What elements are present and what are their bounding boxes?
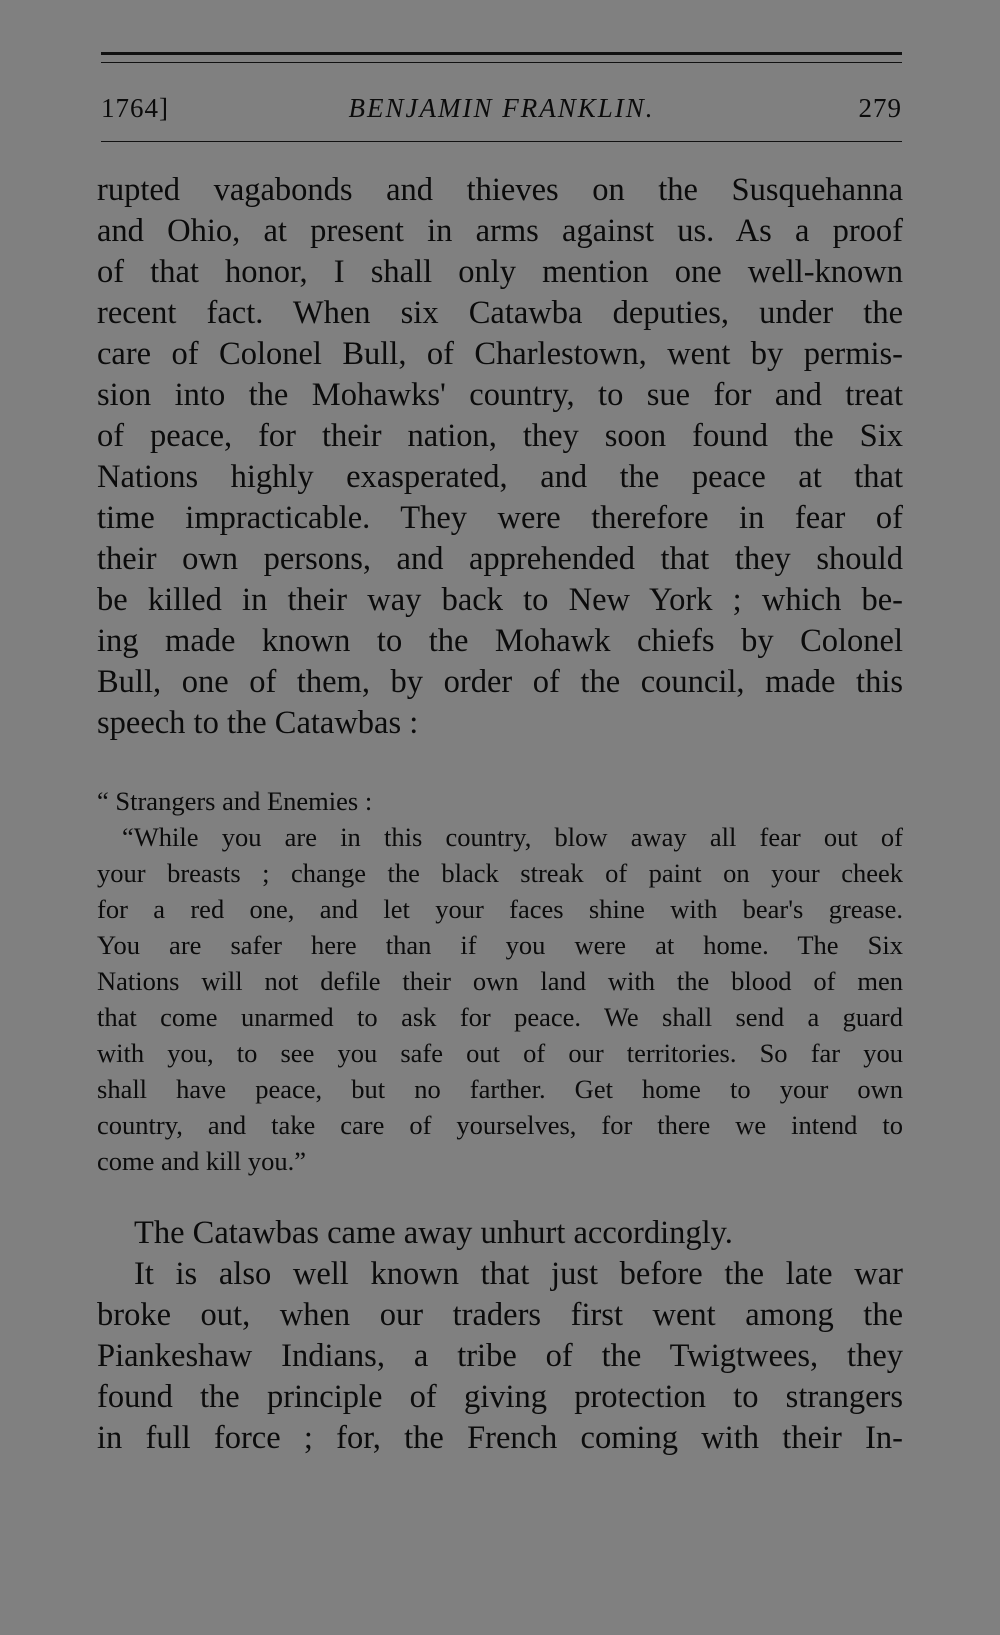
top-rule-thin (101, 62, 902, 63)
quote-line: “While you are in this country, blow away all fear out of (122, 822, 903, 852)
running-header (101, 88, 902, 128)
text-line: It is also well known that just before the late war (134, 1256, 903, 1292)
text-line: Nations highly exasperated, and the peace at that (97, 459, 903, 495)
text-line: and Ohio, at present in arms against us. As a proof (97, 213, 903, 249)
text-line: sion into the Mohawks' country, to sue for and treat (97, 377, 903, 413)
quote-line: country, and take care of yourselves, for there we intend to (97, 1110, 903, 1140)
text-line: of peace, for their nation, they soon found the Six (97, 418, 903, 454)
header-year: 1764] (101, 93, 169, 123)
quote-salutation: “ Strangers and Enemies : (97, 786, 373, 816)
page-number: 279 (858, 93, 902, 123)
quote-line: shall have peace, but no farther. Get home to your own (97, 1074, 903, 1104)
quote-line: come and kill you.” (97, 1146, 306, 1176)
text-line: recent fact. When six Catawba deputies, under the (97, 295, 903, 331)
quote-line: for a red one, and let your faces shine with bear's grease. (97, 894, 903, 924)
quote-line: Nations will not defile their own land with the blood of men (97, 966, 903, 996)
text-line: time impracticable. They were therefore in fear of (97, 500, 903, 536)
quote-line: with you, to see you safe out of our territories. So far you (97, 1038, 903, 1068)
quote-line: You are safer here than if you were at home. The Six (97, 930, 903, 960)
text-line: be killed in their way back to New York ; which be- (97, 582, 903, 618)
top-rule (101, 52, 902, 55)
text-line: ing made known to the Mohawk chiefs by Colonel (97, 623, 903, 659)
text-line: of that honor, I shall only mention one well-known (97, 254, 903, 290)
text-line: broke out, when our traders first went among the (97, 1297, 903, 1333)
header-rule (101, 141, 902, 142)
text-line: rupted vagabonds and thieves on the Susquehanna (97, 172, 903, 208)
text-line: Piankeshaw Indians, a tribe of the Twigtwees, they (97, 1338, 903, 1374)
text-line: Bull, one of them, by order of the council, made this (97, 664, 903, 700)
text-line: speech to the Catawbas : (97, 705, 419, 741)
text-line: care of Colonel Bull, of Charlestown, went by permis- (97, 336, 903, 372)
header-title: BENJAMIN FRANKLIN. (348, 93, 655, 123)
text-line: their own persons, and apprehended that they should (97, 541, 903, 577)
quote-line: that come unarmed to ask for peace. We shall send a guard (97, 1002, 903, 1032)
text-line: found the principle of giving protection to strangers (97, 1379, 903, 1415)
quote-line: your breasts ; change the black streak of paint on your cheek (97, 858, 903, 888)
text-line: in full force ; for, the French coming with their In- (97, 1420, 903, 1456)
text-line: The Catawbas came away unhurt accordingly. (134, 1215, 733, 1251)
